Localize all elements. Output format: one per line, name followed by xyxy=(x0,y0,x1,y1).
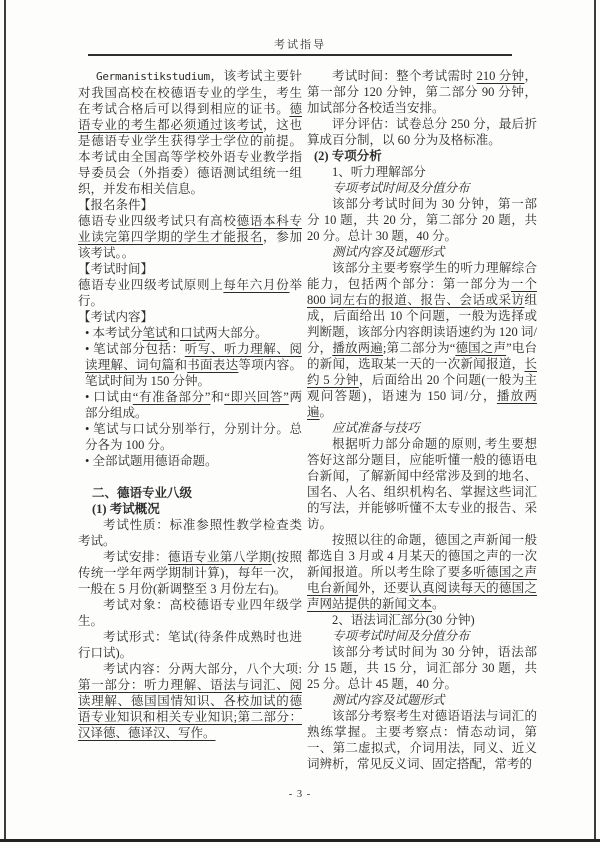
bullet-marker-icon: • xyxy=(85,342,94,356)
page-border-left xyxy=(4,0,6,840)
paragraph xyxy=(307,164,537,180)
text-run: 该部分考试时间为 30 分钟，语法部分 15 题，共 15 分，词汇部分 30 题，共 25 分。总计 45 题，40 分。 xyxy=(307,645,537,691)
text-run: ;第二部分为“ xyxy=(382,341,456,355)
text-run: 应试准备与技巧 xyxy=(332,421,420,435)
bullet-item xyxy=(78,421,302,453)
text-run: 测试内容及试题形式 xyxy=(332,245,445,259)
text-run: 。 xyxy=(319,405,333,419)
underlined-text: 认真阅读每天的德国之声网站提供的新闻文本 xyxy=(307,581,537,611)
text-run: 1、听力理解部分 xyxy=(332,165,426,179)
paragraph xyxy=(307,532,537,612)
text-run: 测试内容及试题形式 xyxy=(332,693,445,707)
text-run: 外，还要 xyxy=(358,581,410,595)
bullet-item xyxy=(78,341,302,389)
text-run: 考试对象：高校德语专业四年级学生。 xyxy=(78,598,302,628)
text-run: ，该考试主要针对我国高校在校德语专业的学生，考生在考试合格后可以得到相应的证书。 xyxy=(78,69,302,116)
text-run: 根据听力部分命题的原则, 考生要想答好这部分题目，应能听懂一般的德语电台新闻，了解新闻中经常涉及到的地名、国名、人名、组织机构名、掌握这些词汇的写法，并能够听懂不太专业的报告、采访。 xyxy=(307,437,537,531)
paragraph xyxy=(78,661,302,741)
paragraph xyxy=(307,612,537,628)
section-heading xyxy=(78,485,302,501)
text-run: 该部分考察考生对德语语法与词汇的熟练掌握。主要考察点：情态动词，第一、第二虚拟式，介词用法，同义、近义词辨析，常见反义词、固定搭配，常考的 xyxy=(307,709,537,771)
text-run: 二、德语专业八级 xyxy=(92,486,193,500)
text-run: 本考试分 xyxy=(92,326,143,340)
text-run: 考试安排： xyxy=(103,550,168,564)
underlined-text: 第一部分：听力理解、语法与词汇、阅读理解、德国国情知识、各校加试的德语专业知识和相关专业知识;第二部分：汉译德、德译汉、写作。 xyxy=(78,678,302,740)
paragraph xyxy=(78,213,302,261)
text-run: 评分评估：试卷总分 250 分，最后折算成百分制，以 60 分为及格标准。 xyxy=(307,117,537,147)
text-run: 和 xyxy=(167,326,181,340)
text-run: ”电台的新闻，选取某一天的一次新闻报道， xyxy=(307,341,537,371)
text-run: 德语专业四级考试只有高校 xyxy=(78,214,237,228)
bullet-marker-icon: • xyxy=(85,326,93,340)
underlined-text: “有准备部分” xyxy=(132,390,211,404)
text-run: 和 xyxy=(210,390,225,404)
sub-heading xyxy=(307,420,537,436)
section-label xyxy=(78,261,302,277)
bullet-marker-icon: • xyxy=(85,390,94,404)
section-heading xyxy=(78,501,302,517)
text-run: 考试形式：笔试(待条件成熟时也进行口试)。 xyxy=(78,630,302,660)
text-run: 【报名条件】 xyxy=(78,198,154,212)
text-run: ，参加该考试。。 xyxy=(78,230,302,260)
paragraph xyxy=(307,436,537,532)
underlined-text: 口试 xyxy=(180,326,206,340)
text-run: 组成，后面给出 10 个问题，一般为选择或判断题，该部分内容朗读语速约为 120 词/分， xyxy=(307,293,537,355)
text-run: 两部分组成。 xyxy=(85,390,302,420)
right-column xyxy=(307,68,537,772)
text-run: 考试内容：分两大部分，八个大项: xyxy=(103,662,302,676)
text-run: (按照传统一学年两学期制计算)，每年一次，一般在 5 月份(新调整至 3 月份左右)。 xyxy=(78,550,302,596)
bullet-marker-icon: • xyxy=(85,454,93,468)
underlined-text: 210 分钟 xyxy=(476,69,525,83)
column-spacer xyxy=(78,469,302,485)
paragraph xyxy=(78,629,302,661)
text-run: 口试由 xyxy=(93,390,133,404)
text-run: 考试性质：标准参照性教学检查类考试。 xyxy=(78,518,302,548)
content-columns xyxy=(78,68,537,772)
intro-paragraph xyxy=(78,68,302,197)
section-label xyxy=(78,197,302,213)
underlined-text: 一个 800 词左右的报道、报告、会话或采访 xyxy=(307,277,537,307)
sub-heading xyxy=(307,180,537,196)
text-run: 笔试与口试分别举行，分别计分。总分各为 100 分。 xyxy=(85,422,302,452)
text-run: 举行。 xyxy=(78,278,302,308)
paragraph xyxy=(307,260,537,420)
text-run: 该部分考试时间为 30 分钟，第一部分 10 题，共 20 分，第二部分 20 题，共 20 分。总计 30 题，40 分。 xyxy=(307,197,537,243)
underlined-text: 德语专业的考生都必须通过该考试 xyxy=(78,102,302,132)
underlined-text: 德语本科专业读完第四学期的学生才能报名 xyxy=(78,214,302,244)
text-run: 全部试题用德语命题。 xyxy=(92,454,218,468)
text-run: (1) 考试概况 xyxy=(92,502,160,516)
paragraph xyxy=(78,549,302,597)
underlined-text: “即兴回答” xyxy=(224,390,289,404)
left-column xyxy=(78,68,302,772)
paragraph xyxy=(78,277,302,309)
paragraph xyxy=(307,708,537,772)
bullet-item xyxy=(78,389,302,421)
underlined-text: 书面表达 xyxy=(187,358,239,372)
underlined-text: 多听德国之声电台新闻 xyxy=(307,565,537,595)
underlined-text: 德语专业第八学期 xyxy=(167,550,272,564)
paragraph xyxy=(307,116,537,148)
page-number: - 3 - xyxy=(288,789,312,800)
paragraph xyxy=(307,644,537,692)
text-run: 专项考试时间及分值分布 xyxy=(332,629,470,643)
sub-heading xyxy=(307,628,537,644)
underlined-text: 笔试 xyxy=(142,326,168,340)
underlined-text: 听写、听力理解、阅读理解、词句篇 xyxy=(85,342,302,372)
text-run: 德语专业四级考试原则上 xyxy=(78,278,224,292)
text-run: 【考试时间】 xyxy=(78,262,154,276)
header-divider-rule xyxy=(88,54,512,56)
section-heading xyxy=(307,148,537,164)
underlined-text: 播放两遍 xyxy=(307,389,537,419)
paragraph xyxy=(307,196,537,244)
underlined-text: 每年六月份 xyxy=(223,278,290,292)
text-run: 专项考试时间及分值分布 xyxy=(332,181,470,195)
text-run: 。 xyxy=(432,597,445,611)
sub-heading xyxy=(307,244,537,260)
text-run: ，第一部分 120 分钟，第二部分 90 分钟，加试部分各校适当安排。 xyxy=(307,69,537,115)
page-border-bottom xyxy=(0,839,600,842)
paragraph xyxy=(307,68,537,116)
text-run: 按照以往的命题，德国之声新闻一般都选自 3 月或 4 月某天的德国之声的一次新闻报道。所以考生除了要 xyxy=(307,533,537,579)
text-run: ，这也是德语专业学生获得学士学位的前提。本考试由全国高等学校外语专业教学指导委员会（外指委）德语测试组统一组织，并发布相关信息。 xyxy=(78,118,302,196)
text-run: Germanistikstudium xyxy=(96,70,210,83)
text-run: 2、语法词汇部分(30 分钟) xyxy=(332,613,475,627)
text-run: 和 xyxy=(174,358,188,372)
text-run: 两大部分。 xyxy=(205,326,268,340)
bullet-item xyxy=(78,325,302,341)
text-run: ，后面给出 20 个问题(一般为主观问答题)，语速为 150 词/分， xyxy=(307,373,537,403)
page-header-title: 考试指导 xyxy=(274,39,326,51)
underlined-text: 德国之声 xyxy=(455,341,507,355)
underlined-text: 长约 5 分钟 xyxy=(307,357,537,387)
text-run: (2) 专项分析 xyxy=(314,149,382,163)
underlined-text: 播放两遍 xyxy=(332,341,383,355)
section-label xyxy=(78,309,302,325)
paragraph xyxy=(78,597,302,629)
text-run: 【考试内容】 xyxy=(78,310,154,324)
text-run: 笔试部分包括： xyxy=(93,342,185,356)
text-run: 考试时间：整个考试需时 xyxy=(332,69,477,83)
text-run: 该部分主要考察学生的听力理解综合能力，包括两个部分：第一部分为 xyxy=(307,261,537,291)
paragraph xyxy=(78,517,302,549)
page-border-right xyxy=(594,0,596,840)
text-run: 等项内容。笔试时间为 150 分钟。 xyxy=(85,358,302,388)
sub-heading xyxy=(307,692,537,708)
bullet-item xyxy=(78,453,302,469)
bullet-marker-icon: • xyxy=(85,422,94,436)
